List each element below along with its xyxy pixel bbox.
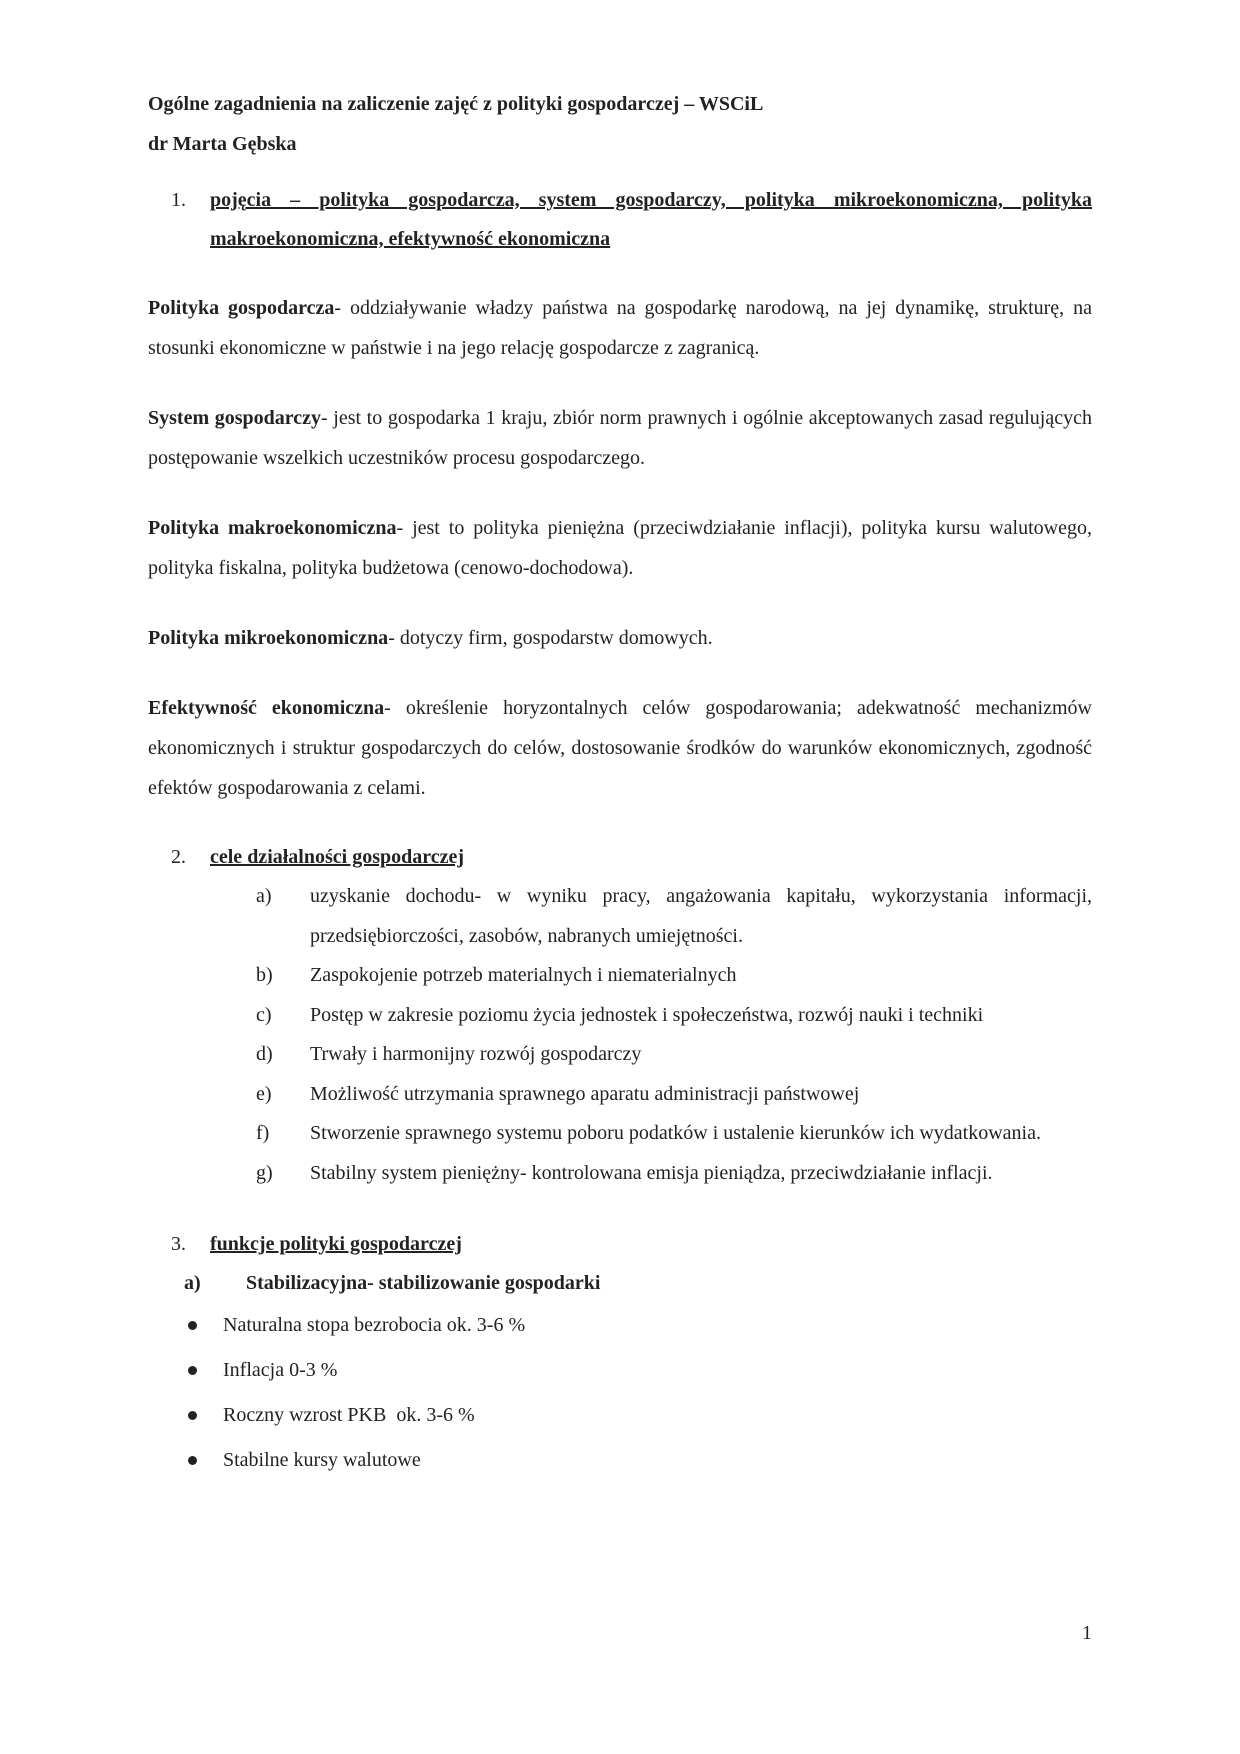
stabilization-targets-list: [148, 1303, 1092, 1483]
definition-text: - dotyczy firm, gospodarstw domowych.: [388, 627, 713, 649]
list-item-text: Postęp w zakresie poziomu życia jednostek i społeczeństwa, rozwój nauki i techniki: [310, 1003, 984, 1026]
definition-term: Polityka gospodarcza: [148, 297, 335, 319]
page-number: 1: [1082, 1622, 1092, 1644]
list-item-label: b): [256, 964, 273, 986]
list-item: [148, 1114, 1092, 1154]
goals-list: [148, 877, 1092, 1193]
definition-term: Polityka mikroekonomiczna: [148, 627, 389, 649]
list-item-text: Możliwość utrzymania sprawnego aparatu administracji państwowej: [310, 1082, 860, 1105]
list-item-text: Trwały i harmonijny rozwój gospodarczy: [310, 1043, 642, 1065]
document-page: [148, 84, 1092, 1483]
bullet-text: Naturalna stopa bezrobocia ok. 3-6 %: [223, 1314, 526, 1336]
list-item-label: d): [256, 1043, 273, 1065]
bullet-text: Inflacja 0-3 %: [223, 1359, 338, 1381]
list-item-text: Stworzenie sprawnego systemu poboru podatków i ustalenie kierunków ich wydatkowania.: [310, 1122, 1041, 1144]
section-3-title: funkcje polityki gospodarczej: [210, 1233, 462, 1255]
definition-polityka-makroekonomiczna: [148, 508, 1092, 588]
bullet-icon: [148, 1438, 223, 1483]
section-2-heading: [148, 838, 1092, 877]
list-item: [148, 996, 1092, 1036]
list-item: [148, 1035, 1092, 1075]
definition-polityka-gospodarcza: [148, 288, 1092, 368]
subsection-title: Stabilizacyjna- stabilizowanie gospodarki: [246, 1272, 601, 1294]
list-item-text: Stabilny system pieniężny- kontrolowana emisja pieniądza, przeciwdziałanie inflacji.: [310, 1161, 993, 1184]
list-item-label: c): [256, 1003, 272, 1026]
section-1-number: 1.: [171, 189, 186, 211]
list-item-text: Zaspokojenie potrzeb materialnych i niematerialnych: [310, 964, 737, 986]
bullet-icon: [148, 1393, 223, 1438]
bullet-icon: [148, 1303, 223, 1348]
section-1-heading: [148, 181, 1092, 259]
section-2-title: cele działalności gospodarczej: [210, 846, 465, 868]
bullet-item: [148, 1438, 1092, 1483]
bullet-item: [148, 1303, 1092, 1348]
definition-text: - jest to gospodarka 1 kraju, zbiór norm prawnych i ogólnie akceptowanych zasad regulujących postępowanie wszelkich uczestników procesu gospodarczego.: [148, 407, 1092, 469]
list-item-label: a): [256, 885, 272, 907]
list-item-label: e): [256, 1082, 272, 1105]
section-3-number: 3.: [171, 1233, 186, 1255]
definition-efektywnosc-ekonomiczna: [148, 688, 1092, 808]
list-item-label: f): [256, 1122, 270, 1144]
bullet-item: [148, 1348, 1092, 1393]
section-2-number: 2.: [171, 846, 186, 868]
definition-text: - jest to polityka pieniężna (przeciwdziałanie inflacji), polityka kursu walutowego, polityka fiskalna, polityka budżetowa (cenowo-dochodowa).: [148, 517, 1092, 579]
document-title: Ogólne zagadnienia na zaliczenie zajęć z polityki gospodarczej – WSCiL: [148, 93, 764, 115]
definition-term: Efektywność ekonomiczna: [148, 697, 385, 719]
definition-polityka-mikroekonomiczna: [148, 618, 1092, 658]
list-item-label: g): [256, 1161, 273, 1184]
bullet-icon: [148, 1348, 223, 1393]
list-item-text: uzyskanie dochodu- w wyniku pracy, angażowania kapitału, wykorzystania informacji, przedsiębiorczości, zasobów, nabranych umiejętności.: [310, 885, 1092, 947]
document-author: dr Marta Gębska: [148, 133, 297, 155]
definition-text: - określenie horyzontalnych celów gospodarowania; adekwatność mechanizmów ekonomicznych i struktur gospodarczych do celów, dostosowanie środków do warunków ekonomicznych, zgodność efektów gospodarowania z celami.: [148, 697, 1092, 799]
list-item: [148, 1075, 1092, 1115]
section-3-heading: [148, 1225, 1092, 1264]
bullet-text: Stabilne kursy walutowe: [223, 1449, 421, 1471]
definition-system-gospodarczy: [148, 398, 1092, 478]
definition-term: System gospodarczy: [148, 407, 322, 429]
definition-term: Polityka makroekonomiczna: [148, 517, 397, 539]
subsection-label: a): [184, 1272, 201, 1294]
function-stabilizacyjna-heading: [148, 1264, 1092, 1303]
bullet-item: [148, 1393, 1092, 1438]
bullet-text: Roczny wzrost PKB ok. 3-6 %: [223, 1404, 475, 1426]
list-item: [148, 1154, 1092, 1194]
list-item: [148, 956, 1092, 996]
section-1-title: pojęcia – polityka gospodarcza, system gospodarczy, polityka mikroekonomiczna, polityka makroekonomiczna, efektywność ekonomiczna: [210, 189, 1092, 250]
list-item: [148, 877, 1092, 956]
definition-text: - oddziaływanie władzy państwa na gospodarkę narodową, na jej dynamikę, strukturę, na stosunki ekonomiczne w państwie i na jego relację gospodarcze z zagranicą.: [148, 297, 1092, 359]
